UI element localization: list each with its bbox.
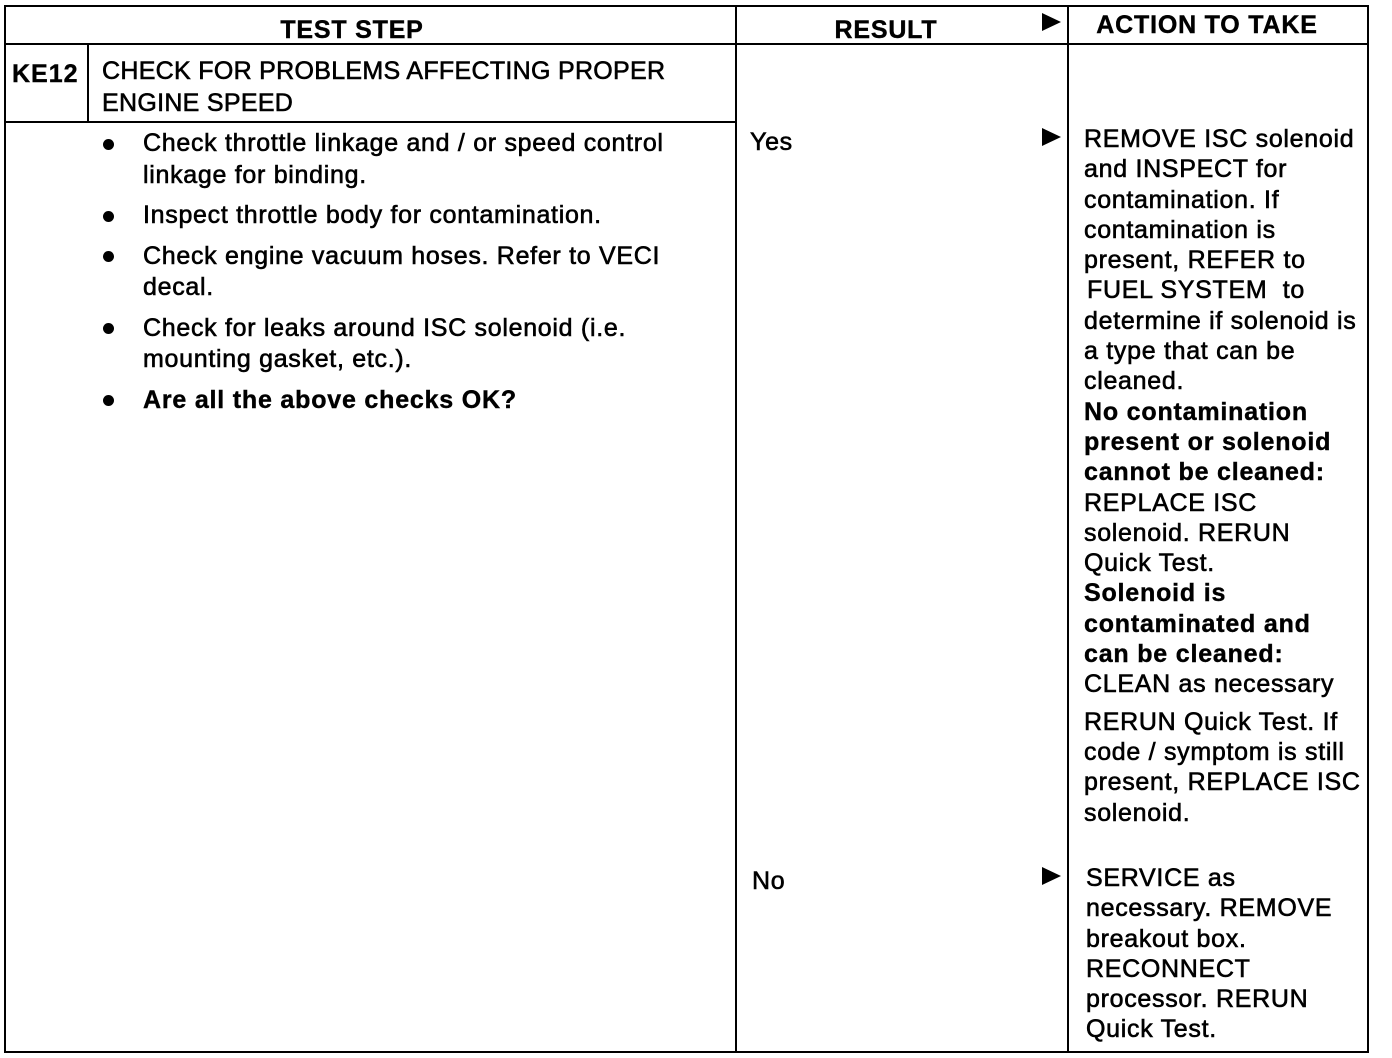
check-item <box>101 241 726 304</box>
result-yes-label: Yes <box>750 128 793 156</box>
check-item <box>101 128 726 191</box>
test-step-table <box>4 5 1369 1053</box>
step-title-divider <box>6 121 735 123</box>
action-follow-up <box>1084 707 1367 828</box>
action-line: SERVICE as <box>1086 864 1236 892</box>
result-no-label: No <box>752 867 786 895</box>
header-result: RESULT <box>834 16 938 44</box>
action-line: Quick Test. <box>1086 1015 1217 1044</box>
action-instructions <box>1084 124 1367 397</box>
check-list <box>101 128 726 416</box>
action-line: contamination is <box>1084 215 1276 244</box>
action-case <box>1084 578 1367 699</box>
check-question <box>101 385 726 417</box>
action-line: determine if solenoid is <box>1084 306 1357 335</box>
bullet-dot-icon <box>103 211 114 222</box>
action-line: solenoid. RERUN <box>1084 518 1291 547</box>
check-line: Check for leaks around ISC solenoid (i.e. <box>143 313 627 342</box>
action-case <box>1084 397 1367 579</box>
header-test-step: TEST STEP <box>280 16 424 44</box>
action-line: contamination. If <box>1084 185 1280 214</box>
step-id: KE12 <box>12 60 79 88</box>
step-title-line: CHECK FOR PROBLEMS AFFECTING PROPER <box>102 57 666 85</box>
action-line: RECONNECT <box>1086 954 1251 983</box>
action-line: code / symptom is still <box>1084 737 1345 766</box>
action-condition-line: contaminated and <box>1084 609 1311 638</box>
action-line: REPLACE ISC <box>1084 488 1258 517</box>
check-line: Check engine vacuum hoses. Refer to VECI <box>143 241 661 270</box>
check-line: mounting gasket, etc.). <box>143 345 413 373</box>
action-condition-line: can be cleaned: <box>1084 640 1284 669</box>
action-line: processor. RERUN <box>1086 985 1309 1014</box>
action-line: cleaned. <box>1084 367 1185 396</box>
action-line: FUEL SYSTEM to <box>1087 276 1305 305</box>
check-line: linkage for binding. <box>143 160 367 189</box>
action-line: present, REFER to <box>1084 246 1306 275</box>
action-yes <box>1084 124 1367 828</box>
header-action-to-take: ACTION TO TAKE <box>1096 11 1318 39</box>
action-line: REMOVE ISC solenoid <box>1084 125 1355 153</box>
column-divider <box>1067 7 1069 1051</box>
arrow-right-icon <box>1042 867 1061 885</box>
action-line: necessary. REMOVE <box>1086 894 1333 923</box>
check-line: Inspect throttle body for contamination. <box>143 201 602 229</box>
action-line: a type that can be <box>1084 337 1296 366</box>
arrow-right-icon <box>1042 128 1061 146</box>
action-condition-line: present or solenoid <box>1084 427 1332 456</box>
action-condition-line: No contamination <box>1084 397 1308 426</box>
action-no <box>1086 863 1369 1045</box>
action-condition-line: Solenoid is <box>1084 579 1227 608</box>
check-item <box>101 200 726 232</box>
check-line: Check throttle linkage and / or speed control <box>143 129 664 157</box>
action-condition-line: cannot be cleaned: <box>1084 458 1325 487</box>
step-id-divider <box>87 45 89 122</box>
step-title-line: ENGINE SPEED <box>102 89 294 117</box>
action-line: breakout box. <box>1086 924 1247 953</box>
arrow-right-icon <box>1042 13 1061 31</box>
action-line: solenoid. <box>1084 798 1191 827</box>
bullet-dot-icon <box>103 395 114 406</box>
check-question-line: Are all the above checks OK? <box>143 385 517 414</box>
column-divider <box>735 7 737 1051</box>
action-line: present, REPLACE ISC <box>1084 768 1361 797</box>
check-line: decal. <box>143 273 214 301</box>
action-line: and INSPECT for <box>1084 155 1288 184</box>
bullet-dot-icon <box>103 323 114 334</box>
bullet-dot-icon <box>103 139 114 150</box>
step-title <box>102 55 665 119</box>
check-item <box>101 313 726 376</box>
bullet-dot-icon <box>103 251 114 262</box>
action-line: RERUN Quick Test. If <box>1084 707 1338 736</box>
action-line: Quick Test. <box>1084 549 1215 578</box>
action-line: CLEAN as necessary <box>1084 670 1335 699</box>
